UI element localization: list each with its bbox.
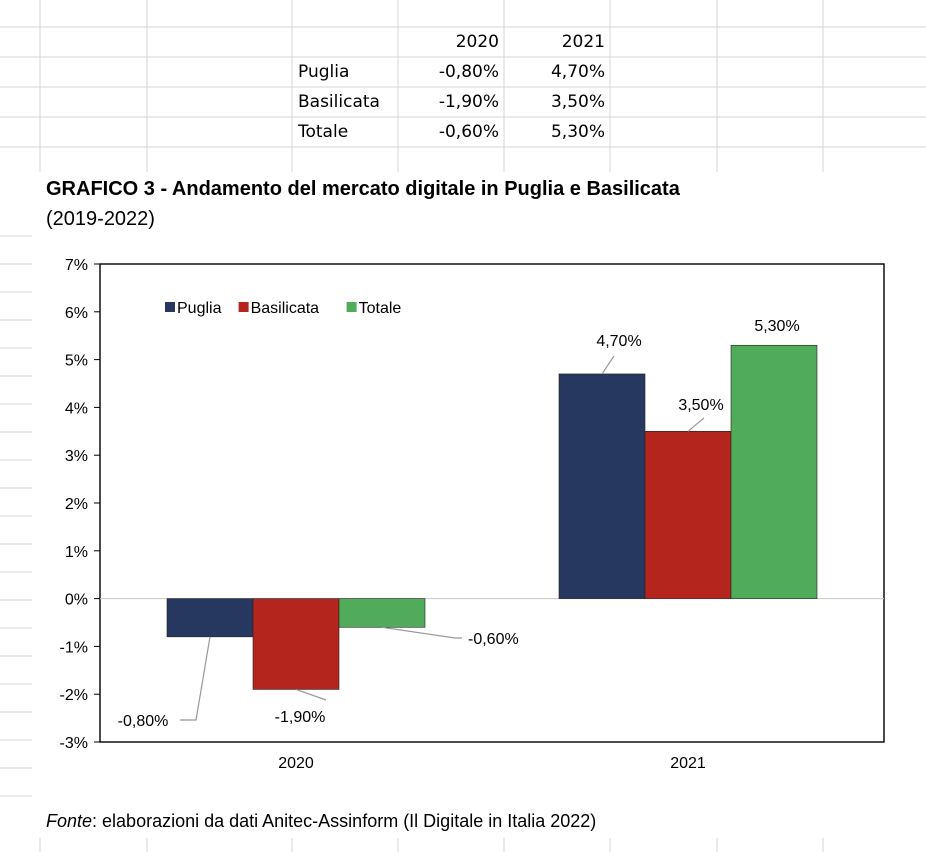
y-tick-label: 4% (64, 400, 88, 418)
y-tick-label: 5% (64, 352, 88, 370)
legend-swatch-puglia (165, 302, 175, 312)
table-row-label[interactable]: Puglia (298, 62, 350, 82)
y-tick-label: -1% (59, 639, 88, 657)
table-cell[interactable]: 3,50% (550, 92, 605, 112)
bar-totale (339, 599, 425, 628)
chart-subtitle: (2019-2022) (46, 208, 155, 230)
data-label: -0,60% (468, 631, 519, 648)
legend-swatch-basilicata (239, 302, 249, 312)
table-row-label[interactable]: Basilicata (298, 92, 380, 112)
y-tick-label: 6% (64, 304, 88, 322)
table-cell[interactable]: -0,80% (438, 62, 499, 82)
data-label: 4,70% (596, 333, 642, 350)
table-row-label[interactable]: Totale (298, 122, 349, 142)
y-tick-label: 0% (64, 591, 88, 609)
y-tick-label: 1% (64, 543, 88, 561)
y-tick-label: 3% (64, 448, 88, 466)
data-label: -0,80% (117, 713, 169, 730)
data-label: 3,50% (678, 397, 724, 414)
source-text: : elaborazioni da dati Anitec-Assinform (Il Digitale in Italia 2022) (92, 811, 597, 831)
legend-label-totale: Totale (358, 300, 402, 317)
y-tick-label: -3% (59, 735, 88, 752)
bar-basilicata (253, 599, 339, 690)
table-cell[interactable]: -1,90% (438, 92, 499, 112)
bar-basilicata (645, 431, 731, 598)
data-label: -1,90% (274, 709, 326, 726)
table-cell[interactable]: 4,70% (550, 62, 605, 82)
table-cell[interactable]: -0,60% (438, 122, 499, 142)
x-category-label: 2020 (278, 755, 314, 772)
x-category-label: 2021 (670, 755, 706, 772)
legend-label-puglia: Puglia (177, 300, 222, 317)
table-cell[interactable]: 5,30% (550, 122, 605, 142)
chart-title: GRAFICO 3 - Andamento del mercato digitale in Puglia e Basilicata (46, 178, 680, 200)
legend-label-basilicata: Basilicata (250, 300, 320, 317)
table-header-2020[interactable]: 2020 (455, 32, 499, 52)
y-tick-label: 7% (64, 257, 88, 274)
bar-totale (731, 345, 817, 598)
source-note (46, 811, 596, 832)
legend-swatch-totale (347, 302, 357, 312)
table-header-2021[interactable]: 2021 (561, 32, 605, 52)
y-tick-label: 2% (64, 496, 88, 513)
bar-puglia (559, 374, 645, 599)
data-label: 5,30% (754, 318, 800, 335)
source-prefix: Fonte (46, 811, 93, 831)
bar-puglia (167, 599, 253, 637)
y-tick-label: -2% (59, 687, 88, 705)
